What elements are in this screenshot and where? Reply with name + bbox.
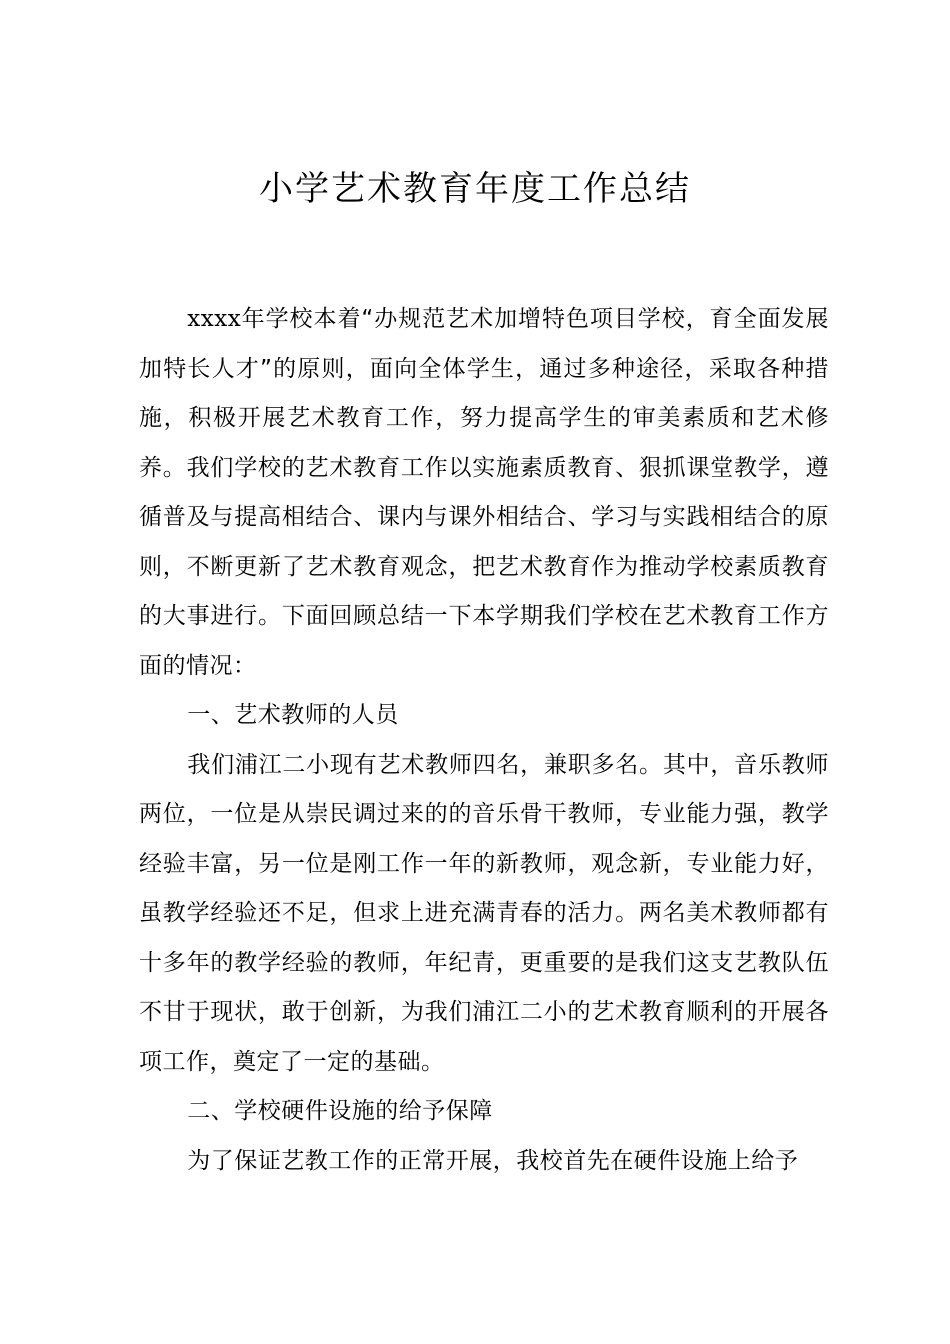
document-title: 小学艺术教育年度工作总结 [259, 169, 691, 209]
document-body [139, 295, 829, 1186]
section-heading-facilities: 二、学校硬件设施的给予保障 [187, 1098, 493, 1124]
year-placeholder: xxxx [187, 306, 242, 332]
section-heading-teachers: 一、艺术教师的人员 [187, 702, 399, 728]
intro-paragraph [139, 295, 829, 691]
intro-text: 年学校本着“办规范艺术加增特色项目学校，育全面发展加特长人才”的原则，面向全体学生，通过多种途径，采取各种措施，积极开展艺术教育工作，努力提高学生的审美素质和艺术修养。我们学校的艺术教育工作以实施素质教育、狠抓课堂教学，遵循普及与提高相结合、课内与课外相结合、学习与实践相结合的原则，不断更新了艺术教育观念，把艺术教育作为推动学校素质教育的大事进行。下面回顾总结一下本学期我们学校在艺术教育工作方面的情况： [139, 306, 829, 679]
section-paragraph-teachers: 我们浦江二小现有艺术教师四名，兼职多名。其中，音乐教师两位，一位是从崇民调过来的的音乐骨干教师，专业能力强，教学经验丰富，另一位是刚工作一年的新教师，观念新，专业能力好，虽教学经验还不足，但求上进充满青春的活力。两名美术教师都有十多年的教学经验的教师，年纪青，更重要的是我们这支艺教队伍不甘于现状，敢于创新，为我们浦江二小的艺术教育顺利的开展各项工作，奠定了一定的基础。 [139, 751, 829, 1075]
section-paragraph-facilities: 为了保证艺教工作的正常开展，我校首先在硬件设施上给予 [187, 1147, 799, 1174]
